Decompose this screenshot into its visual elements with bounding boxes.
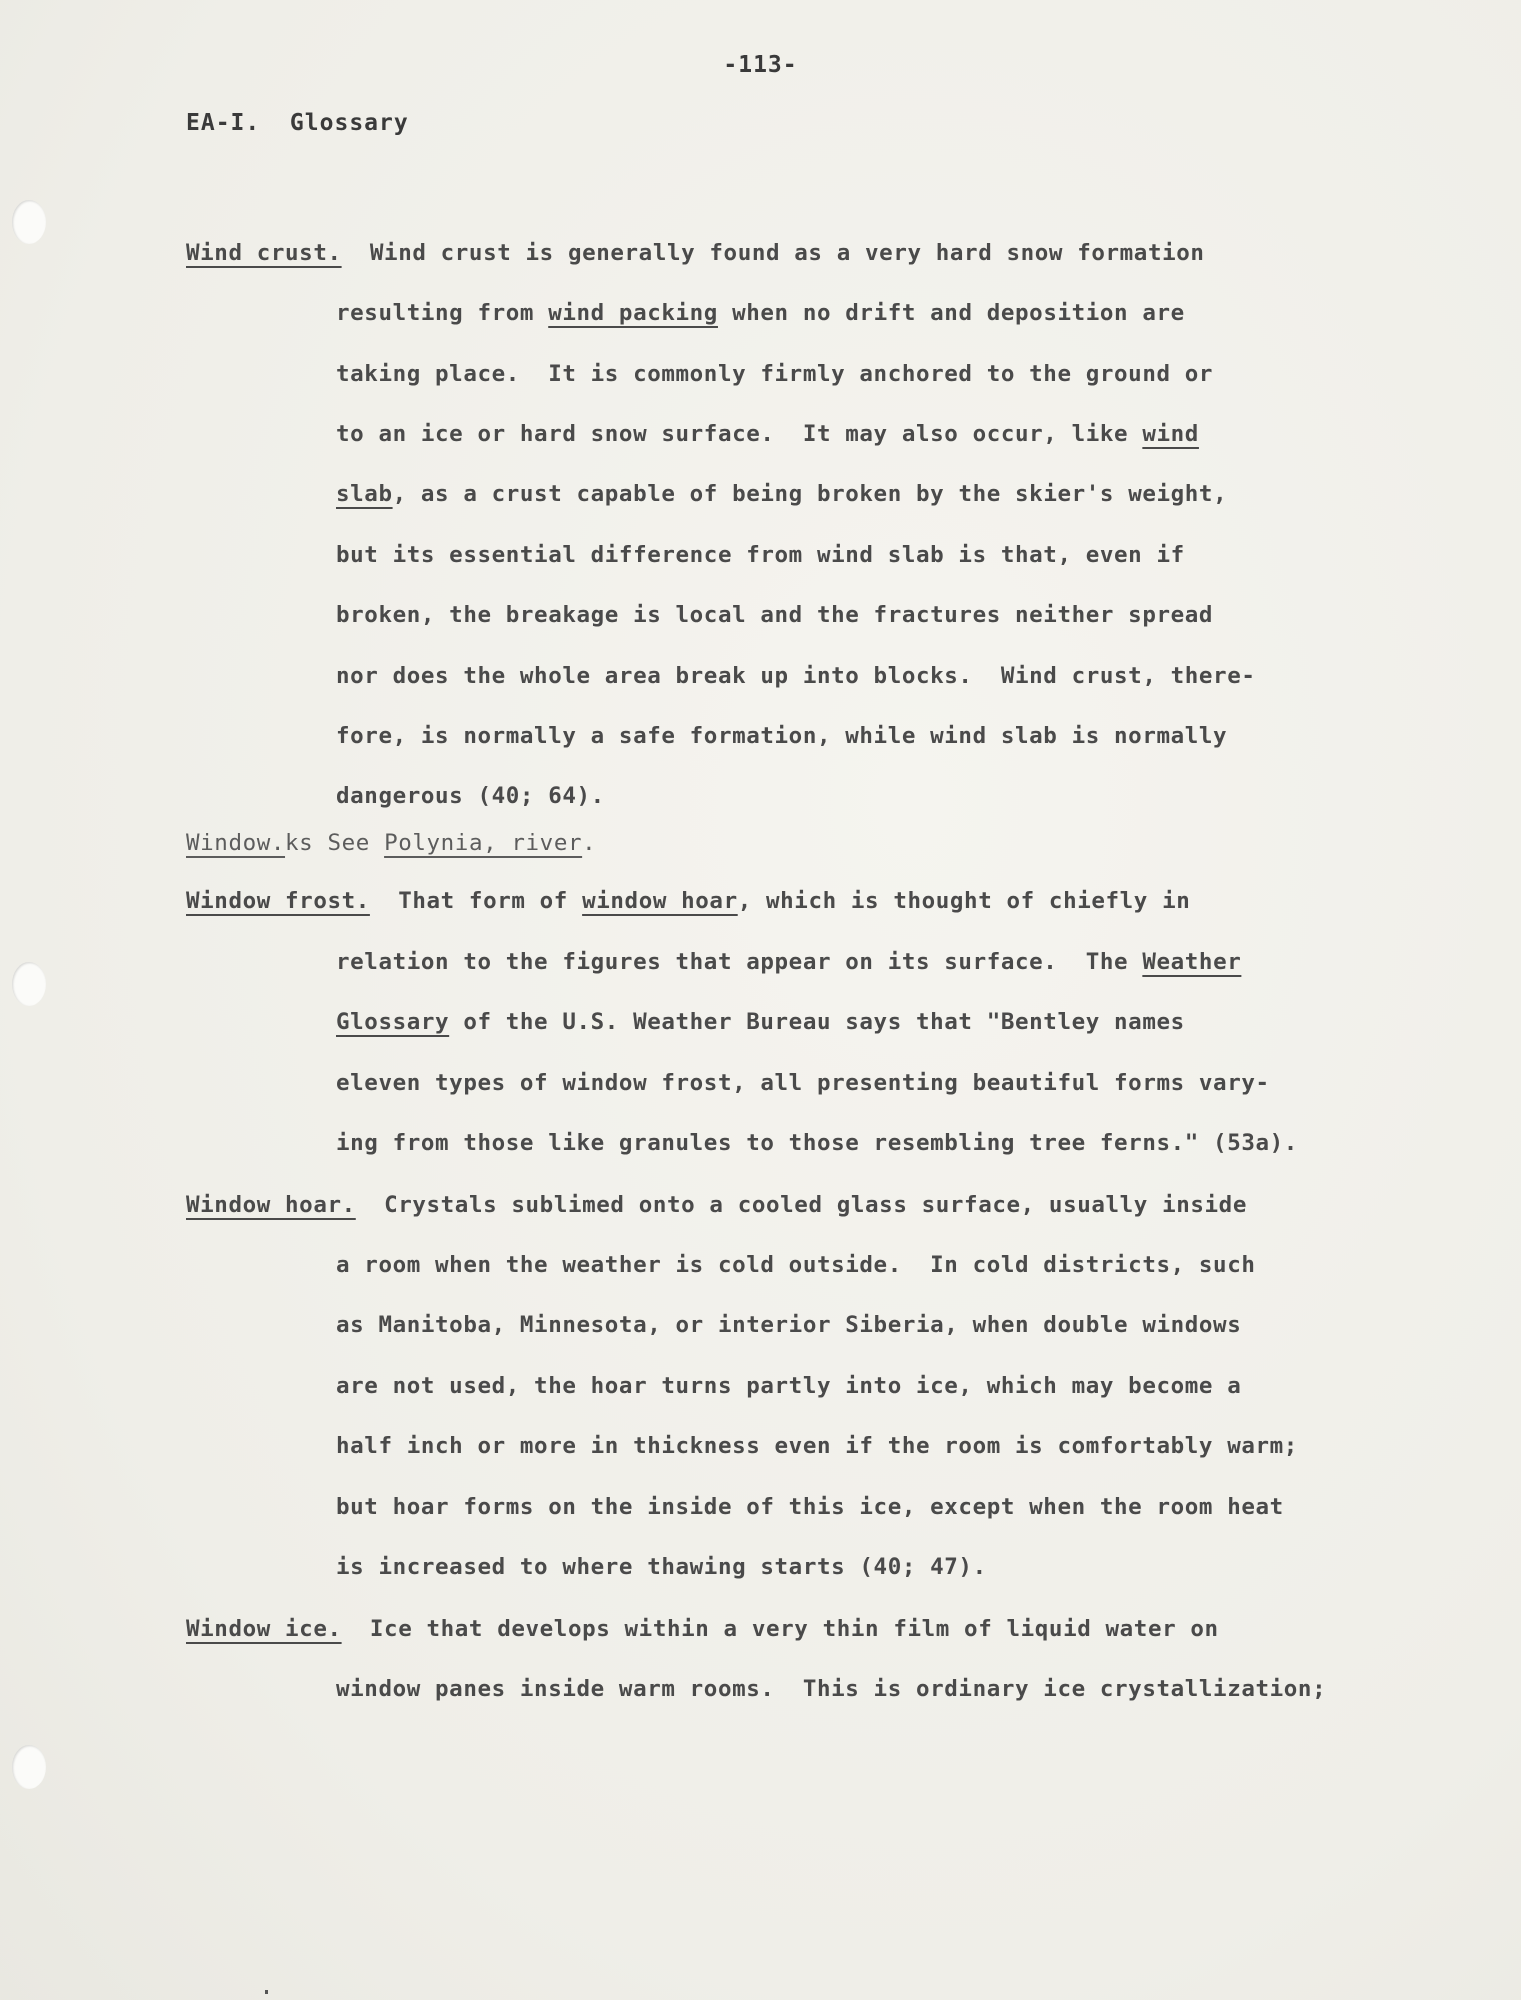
entry-wind-crust-line-8: nor does the whole area break up into blocks. Wind crust, there-: [336, 663, 1256, 689]
entry-window-hoar-line-4: are not used, the hoar turns partly into ice, which may become a: [336, 1373, 1242, 1399]
entry-window-frost-line-2: relation to the figures that appear on its surface. The Weather: [336, 949, 1242, 975]
entry-wind-crust-line-2: resulting from wind packing when no drift and deposition are: [336, 300, 1185, 326]
ref-wind-packing: wind packing: [548, 300, 718, 326]
binder-hole-top: [12, 200, 46, 244]
entry-window-hoar-line-1: Window hoar. Crystals sublimed onto a cooled glass surface, usually inside: [186, 1192, 1247, 1218]
entry-window-hoar-line-5: half inch or more in thickness even if the room is comfortably warm;: [336, 1433, 1298, 1459]
entry-window-hoar-line-7: is increased to where thawing starts (40; 47).: [336, 1554, 987, 1580]
entry-wind-crust-line-5: slab, as a crust capable of being broken by the skier's weight,: [336, 481, 1228, 507]
entry-window-hoar-line-2: a room when the weather is cold outside. In cold districts, such: [336, 1252, 1256, 1278]
entry-wind-crust-line-4: to an ice or hard snow surface. It may also occur, like wind: [336, 421, 1199, 447]
term-window-ice: Window ice.: [186, 1616, 342, 1642]
term-wind-crust: Wind crust.: [186, 240, 342, 266]
entry-window-frost-line-5: ing from those like granules to those resembling tree ferns." (53a).: [336, 1130, 1298, 1156]
entry-window-frost-line-3: Glossary of the U.S. Weather Bureau says that "Bentley names: [336, 1009, 1185, 1035]
ref-polynia-river: Polynia, river: [384, 830, 583, 856]
stray-mark: [265, 1990, 268, 1994]
term-window-frost: Window frost.: [186, 888, 370, 914]
ref-wind: wind: [1142, 421, 1199, 447]
entry-window-frost-line-1: Window frost. That form of window hoar, which is thought of chiefly in: [186, 888, 1191, 914]
entry-wind-crust-line-9: fore, is normally a safe formation, while wind slab is normally: [336, 723, 1228, 749]
page-number: -113-: [723, 52, 798, 78]
ref-slab: slab: [336, 481, 393, 507]
ref-weather: Weather: [1142, 949, 1242, 975]
entry-window-hoar-line-3: as Manitoba, Minnesota, or interior Siberia, when double windows: [336, 1312, 1242, 1338]
entry-wind-crust-line-6: but its essential difference from wind slab is that, even if: [336, 542, 1185, 568]
entry-window-ice-line-2: window panes inside warm rooms. This is ordinary ice crystallization;: [336, 1676, 1327, 1702]
binder-hole-bottom: [12, 1745, 46, 1789]
entry-window-frost-line-4: eleven types of window frost, all presenting beautiful forms vary-: [336, 1070, 1270, 1096]
binder-hole-middle: [12, 962, 46, 1006]
term-window: Window.: [186, 830, 286, 856]
ref-glossary: Glossary: [336, 1009, 450, 1035]
entry-wind-crust-line-7: broken, the breakage is local and the fractures neither spread: [336, 602, 1214, 628]
entry-wind-crust-line-10: dangerous (40; 64).: [336, 783, 605, 809]
section-title: EA-I. Glossary: [186, 110, 409, 136]
ref-window-hoar: window hoar: [582, 888, 738, 914]
entry-wind-crust-line-3: taking place. It is commonly firmly anchored to the ground or: [336, 361, 1214, 387]
entry-window-hoar-line-6: but hoar forms on the inside of this ice, except when the room heat: [336, 1494, 1284, 1520]
term-window-hoar: Window hoar.: [186, 1192, 356, 1218]
entry-window: Window.ks See Polynia, river.: [186, 830, 597, 856]
entry-wind-crust-line-1: Wind crust. Wind crust is generally found as a very hard snow formation: [186, 240, 1205, 266]
entry-window-ice-line-1: Window ice. Ice that develops within a very thin film of liquid water on: [186, 1616, 1219, 1642]
